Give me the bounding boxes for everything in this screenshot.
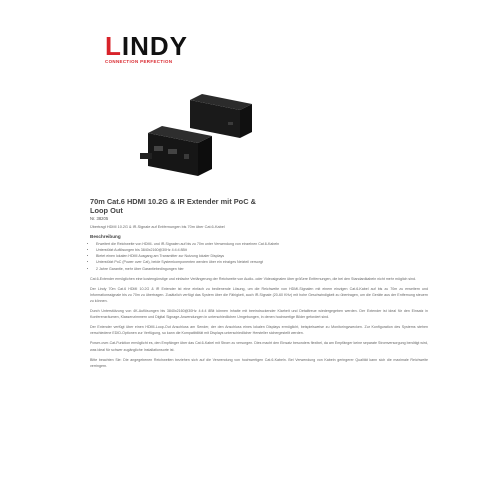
product-title <box>90 198 428 215</box>
article-number: Nr. 38205 <box>90 216 109 222</box>
brand-logo <box>105 31 195 64</box>
description-heading: Beschreibung <box>90 234 121 240</box>
transmitter-unit <box>140 126 212 176</box>
hdmi-port-icon <box>168 149 177 154</box>
feature-item: • Erweitert die Reichweite von HDMI- und IR-Signalen auf bis zu 70m unter Verwendung von einzelnen Cat.6-Kabeln <box>96 241 428 247</box>
feature-item: • Unterstützt PoC (Power over Cat), beide Systemkomponenten werden über ein einziges Netzteil versorgt <box>96 259 428 265</box>
hdmi-port-icon <box>154 146 163 151</box>
feature-item: • 2 Jahre Garantie, mehr über Garantiebedingungen hier <box>96 266 428 272</box>
product-title-line2: Loop Out <box>90 205 123 215</box>
description-paragraph: Power-over-Cat-Funktion ermöglicht es, den Empfänger über das Cat.6-Kabel mit Strom zu versorgen. Dies macht den Einsatz besonders flexibel, da am Empfänger keine separate Stromversorgung benötigt wird, was ideal für schwer zugängliche Installationsorte ist. <box>90 341 428 352</box>
description-paragraph: Der Extender verfügt über einen HDMI-Loop-Out Anschluss am Sender, der den Anschluss eines lokalen Displays ermöglicht, beispielsweise zu Monitoringzwecken. Zur Konfiguration des Systems stehen verschiedene EDID-Optionen zur Verfügung, so kann die Kompatibilität mit Displays unterschiedlicher Hersteller sichergestellt werden. <box>90 325 428 336</box>
product-title-line1: 70m Cat.6 HDMI 10.2G & IR Extender mit PoC & <box>90 197 256 206</box>
brand-tagline: CONNECTION PERFECTION <box>105 59 173 64</box>
brand-name: LINDY <box>105 31 189 61</box>
description-paragraph: Durch Unterstützung von 4K-Auflösungen bis 3840x2160@30Hz 4:4:4 8Bit können Inhalte mit beeindruckender Klarheit und Detailtreue wiedergegeben werden. Der Extender ist ideal für den Einsatz in Konferenzräumen, Klassenzimmern und Digital Signage-Anwendungen in unterschiedlichen Umgebungen, in denen hochwertige Bilder gefordert sind. <box>90 309 428 320</box>
description-paragraph: Bitte beachten Sie: Die angegebenen Reichweiten beziehen sich auf die Verwendung von hochwertigen Cat.6-Kabeln. Bei Verwendung von Kabeln geringerer Qualität kann sich die maximale Reichweite verringern. <box>90 357 428 368</box>
feature-item: • Bietet einen lokalen HDMI Ausgang am Transmitter zur Nutzung lokaler Displays <box>96 253 428 259</box>
description-paragraph: Cat.6-Extender ermöglichen eine kostengünstige und einfache Verlängerung der Reichweite von Audio- oder Videosignalen über größere Entfernungen, die bei den Standardkabeln nicht mehr möglich sind. <box>90 276 416 281</box>
feature-item: • Unterstützt Auflösungen bis 3840x2160@30Hz 4:4:4 8Bit <box>96 247 428 253</box>
receiver-unit <box>190 94 252 138</box>
intro-text: Übertragt HDMI 10.2G & IR-Signale auf Entfernungen bis 70m über Cat.6-Kabel <box>90 225 225 230</box>
description-paragraph: Der Lindy 70m Cat.6 HDMI 10.2G & IR Extender ist eine einfach zu bedienende Lösung, um die Reichweite von HDMI-Signalen mit einem einzigen Cat.6-Kabel auf bis zu 70m zu erweitern und Informationssignale bis zu 70m zu übertragen. Zusätzlich verfügt das System über die Fähigkeit, auch IR-Signale (20-60 KHz) mit hohe Geschwindigkeit zu übertragen, um die Geräte aus der Entfernung steuern zu können. <box>90 286 428 303</box>
feature-list <box>90 241 428 271</box>
product-datasheet <box>90 198 428 369</box>
brand-name-rest: INDY <box>121 31 189 61</box>
product-image <box>140 88 255 188</box>
